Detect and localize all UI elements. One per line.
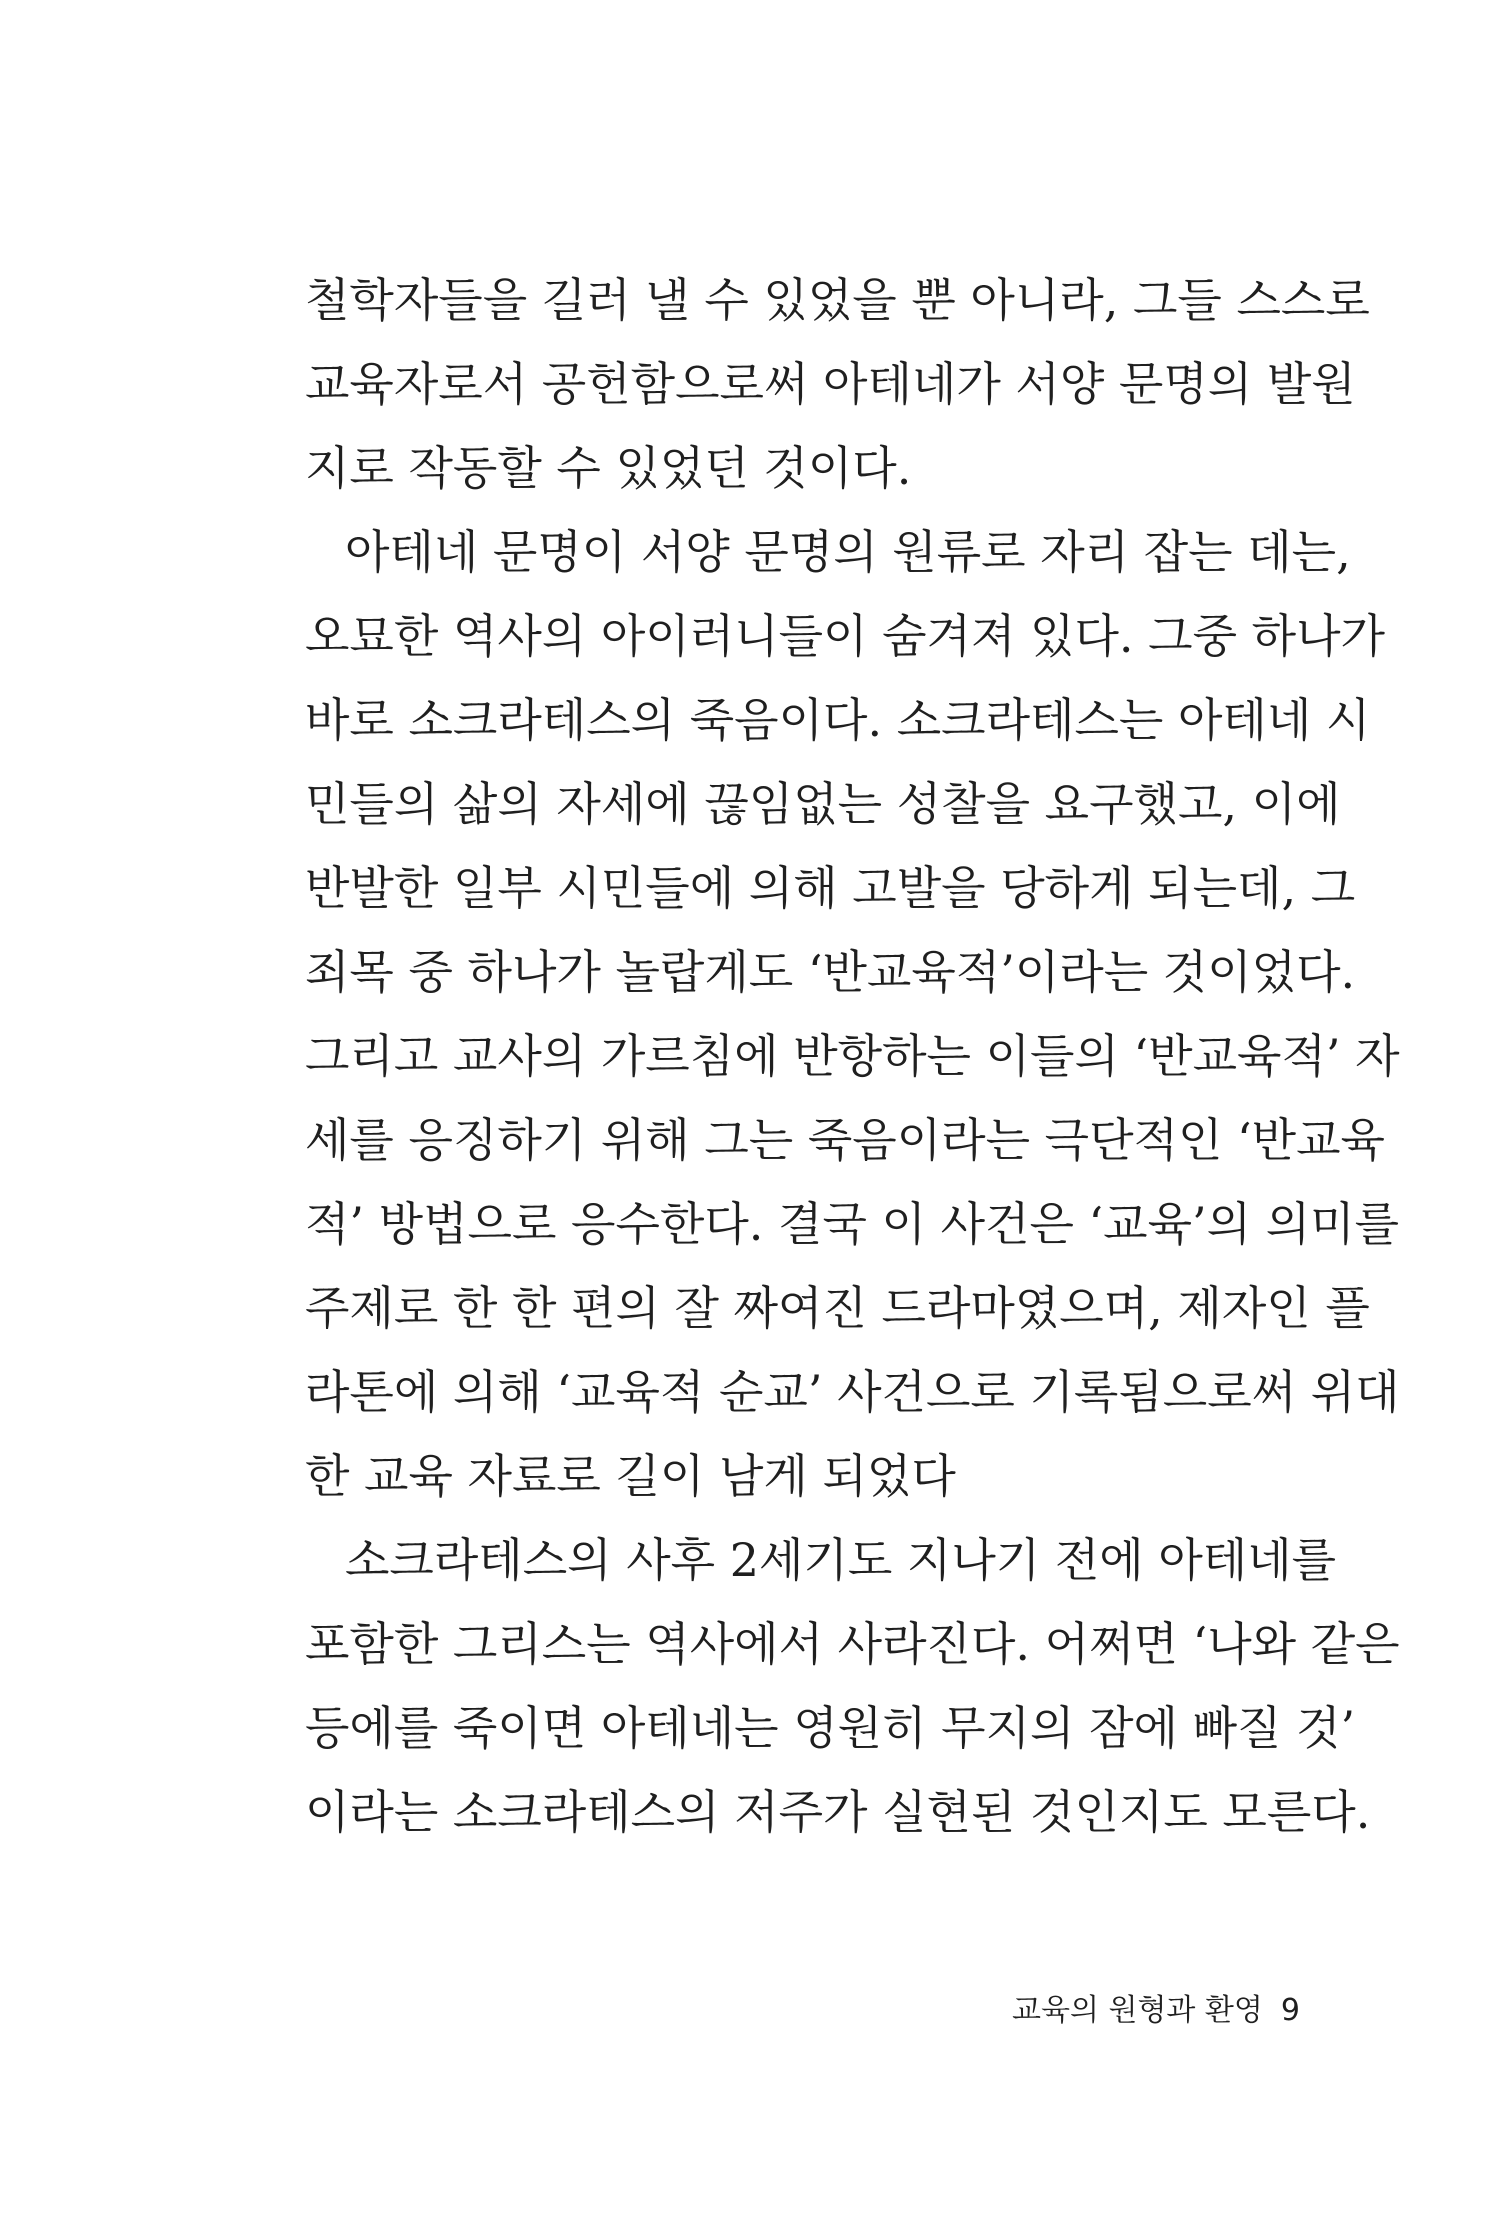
text-line: 교육자로서 공헌함으로써 아테네가 서양 문명의 발원: [305, 357, 1356, 411]
text-line: 반발한 일부 시민들에 의해 고발을 당하게 되는데, 그: [305, 861, 1356, 915]
text-line: 적’ 방법으로 응수한다. 결국 이 사건은 ‘교육’의 의미를: [305, 1197, 1399, 1251]
text-line: 소크라테스의 사후 2세기도 지나기 전에 아테네를: [345, 1533, 1337, 1587]
page-footer: [1012, 1985, 1300, 2029]
text-line: 그리고 교사의 가르침에 반항하는 이들의 ‘반교육적’ 자: [305, 1029, 1400, 1083]
text-line: 민들의 삶의 자세에 끊임없는 성찰을 요구했고, 이에: [305, 777, 1341, 831]
text-line: 주제로 한 한 편의 잘 짜여진 드라마였으며, 제자인 플: [305, 1281, 1370, 1335]
text-line: 포함한 그리스는 역사에서 사라진다. 어쩌면 ‘나와 같은: [305, 1617, 1400, 1671]
running-title: 교육의 원형과 환영: [1011, 1993, 1263, 2028]
text-line: 철학자들을 길러 낼 수 있었을 뿐 아니라, 그들 스스로: [305, 273, 1370, 327]
text-line: 한 교육 자료로 길이 남게 되었다: [305, 1449, 956, 1503]
text-line: 죄목 중 하나가 놀랍게도 ‘반교육적’이라는 것이었다.: [305, 945, 1356, 999]
text-line: 아테네 문명이 서양 문명의 원류로 자리 잡는 데는,: [345, 525, 1351, 579]
text-line: 등에를 죽이면 아테네는 영원히 무지의 잠에 빠질 것’: [305, 1701, 1356, 1755]
text-line: 세를 응징하기 위해 그는 죽음이라는 극단적인 ‘반교육: [305, 1113, 1385, 1167]
text-line: 바로 소크라테스의 죽음이다. 소크라테스는 아테네 시: [305, 693, 1371, 747]
text-line: 오묘한 역사의 아이러니들이 숨겨져 있다. 그중 하나가: [305, 609, 1385, 663]
text-line: 지로 작동할 수 있었던 것이다.: [305, 441, 912, 495]
page-number: 9: [1280, 1993, 1300, 2028]
text-line: 라톤에 의해 ‘교육적 순교’ 사건으로 기록됨으로써 위대: [305, 1365, 1400, 1419]
body-text: [305, 258, 1400, 1854]
text-line: 이라는 소크라테스의 저주가 실현된 것인지도 모른다.: [305, 1785, 1371, 1839]
